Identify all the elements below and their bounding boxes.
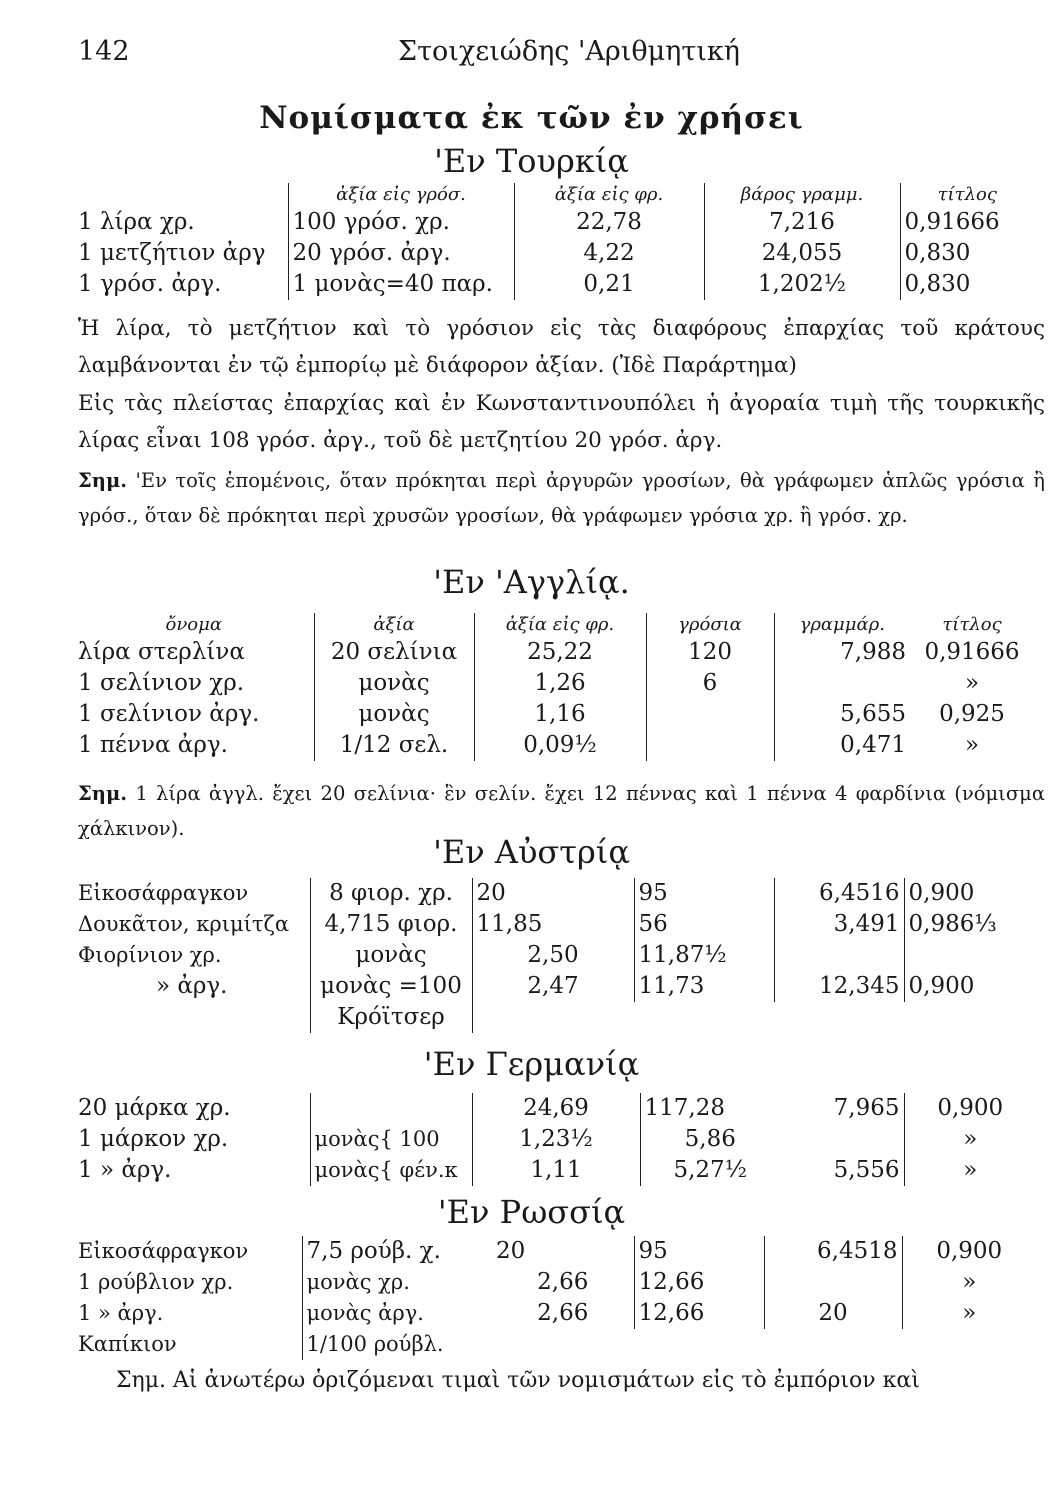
table-cell: » ἀργ. xyxy=(156,973,228,999)
table-cell: 11,85 xyxy=(472,909,634,940)
table-cell: 117,28 xyxy=(640,1093,780,1124)
table-cell xyxy=(764,1267,902,1298)
table-cell: 0,830 xyxy=(900,269,1034,300)
table-cell: 0,986⅓ xyxy=(904,909,1036,940)
table-cell: 1 σελίνιον ἀργ. xyxy=(78,701,260,727)
table-cell xyxy=(472,1002,634,1033)
table-cell: 25,22 xyxy=(474,637,646,668)
table-cell: 24,055 xyxy=(704,238,900,269)
turkey-table xyxy=(74,183,1034,300)
page-header xyxy=(78,36,1023,72)
table-cell: 11,87½ xyxy=(634,940,774,971)
table-cell: Δουκᾶτον, κριμίτζα xyxy=(78,912,290,936)
table-cell: 100 γρόσ. χρ. xyxy=(288,207,514,238)
table-cell: 2,47 xyxy=(472,971,634,1002)
table-cell xyxy=(774,668,910,699)
table-cell: μονὰς χρ. xyxy=(302,1267,492,1298)
table-cell: 7,5 ρούβ. χ. xyxy=(302,1236,492,1267)
germany-table xyxy=(74,1093,1036,1186)
table-row xyxy=(74,1329,1036,1360)
table-cell xyxy=(646,699,774,730)
table-row xyxy=(74,878,1036,909)
table-cell: 0,900 xyxy=(902,1236,1036,1267)
table-cell: 6,4518 xyxy=(764,1236,902,1267)
table-cell xyxy=(774,1002,904,1033)
table-cell: 5,86 xyxy=(640,1124,780,1155)
table-row xyxy=(74,940,1036,971)
table-cell: Εἰκοσάφραγκον xyxy=(78,881,249,905)
footer-note: Σημ. Αἱ ἀνωτέρω ὁριζόμεναι τιμαὶ τῶν νομισμάτων εἰς τὸ ἐμπόριον καὶ xyxy=(116,1368,920,1393)
note xyxy=(78,463,1045,533)
table-cell: μονὰς xyxy=(314,668,474,699)
column-header: τίτλος xyxy=(942,614,1002,635)
table-cell: 1 μάρκον χρ. xyxy=(78,1126,229,1152)
table-cell: » xyxy=(964,732,980,758)
table-cell: μονὰς{ φέν.κ xyxy=(310,1155,472,1186)
table-cell: 12,345 xyxy=(774,971,904,1002)
table-cell: 0,900 xyxy=(904,1093,1036,1124)
table-cell: 5,655 xyxy=(774,699,910,730)
table-row xyxy=(74,668,1034,699)
table-cell xyxy=(634,1002,774,1033)
table-cell: 0,471 xyxy=(774,730,910,761)
table-cell: » xyxy=(904,1155,1036,1186)
table-cell: 1 πέννα ἀργ. xyxy=(78,732,228,758)
table-cell: μονὰς xyxy=(314,699,474,730)
table-cell: Κρόϊτσερ xyxy=(310,1002,472,1033)
table-cell: Φιορίνιον χρ. xyxy=(78,943,222,967)
table-cell: λίρα στερλίνα xyxy=(78,639,245,665)
section-heading-russia: 'Εν Ρωσσίᾳ xyxy=(437,1193,626,1231)
table-row xyxy=(74,1002,1036,1033)
table-row xyxy=(74,1298,1036,1329)
table-cell: 1 σελίνιον χρ. xyxy=(78,670,245,696)
table-cell: 95 xyxy=(634,1236,764,1267)
table-cell: » xyxy=(902,1267,1036,1298)
table-cell: 120 xyxy=(646,637,774,668)
page-title: Νομίσματα ἐκ τῶν ἐν χρήσει xyxy=(259,100,804,136)
table-cell xyxy=(904,940,1036,971)
paragraph: Ἡ λίρα, τὸ μετζήτιον καὶ τὸ γρόσιον εἰς τὰς διαφόρους ἐπαρχίας τοῦ κράτους λαμβάνονται ἐν τῷ ἐμπορίῳ μὲ διάφορον ἀξίαν. (Ἰδὲ Παράρτημα) xyxy=(78,316,1045,378)
table-cell xyxy=(310,1093,472,1124)
table-cell: 5,27½ xyxy=(640,1155,780,1186)
section-heading-england: 'Εν 'Αγγλίᾳ. xyxy=(433,563,630,601)
table-row xyxy=(74,207,1034,238)
table-cell: 0,91666 xyxy=(924,639,1020,665)
table-cell: 2,66 xyxy=(537,1300,589,1326)
table-cell: 4,715 φιορ. xyxy=(310,909,472,940)
column-header: ἀξία xyxy=(314,613,474,637)
column-header: γραμμάρ. xyxy=(774,613,910,637)
table-cell: 2,66 xyxy=(537,1269,589,1295)
table-cell: μονὰς ἀργ. xyxy=(302,1298,492,1329)
table-cell: Εἰκοσάφραγκον xyxy=(78,1239,249,1263)
column-header: τίτλος xyxy=(900,183,1034,207)
note-label: Σημ. xyxy=(78,469,128,492)
column-header: ἀξία εἰς φρ. xyxy=(474,613,646,637)
russia-table xyxy=(74,1236,1036,1360)
table-cell: 4,22 xyxy=(514,238,704,269)
table-cell: 56 xyxy=(634,909,774,940)
column-header: ἀξία εἰς γρόσ. xyxy=(288,183,514,207)
table-cell: 12,66 xyxy=(634,1267,764,1298)
table-cell: 0,21 xyxy=(514,269,704,300)
table-row xyxy=(74,238,1034,269)
table-cell: 24,69 xyxy=(472,1093,640,1124)
table-cell: 20 μάρκα χρ. xyxy=(78,1095,231,1121)
table-cell: 7,988 xyxy=(774,637,910,668)
table-cell: 1,23½ xyxy=(472,1124,640,1155)
table-cell: 6 xyxy=(646,668,774,699)
column-header xyxy=(74,183,288,207)
table-cell: 20 xyxy=(764,1298,902,1329)
table-cell: 1,26 xyxy=(474,668,646,699)
table-cell: Καπίκιον xyxy=(78,1332,177,1356)
table-cell: 3,491 xyxy=(774,909,904,940)
table-cell: 11,73 xyxy=(634,971,774,1002)
table-row xyxy=(74,699,1034,730)
austria-table xyxy=(74,878,1036,1033)
table-cell xyxy=(492,1329,634,1360)
table-header-row xyxy=(74,613,1034,637)
table-cell: 1 μετζήτιον ἀργ xyxy=(78,240,266,266)
table-cell: » xyxy=(964,670,980,696)
column-header: ὄνομα xyxy=(165,614,222,635)
table-cell: μονὰς =100 xyxy=(310,971,472,1002)
running-title: Στοιχειώδης 'Αριθμητική xyxy=(398,36,740,67)
table-cell: μονὰς{ 100 xyxy=(310,1124,472,1155)
table-cell: 7,965 xyxy=(833,1095,900,1121)
table-cell xyxy=(646,730,774,761)
table-cell xyxy=(774,940,904,971)
table-cell: 20 xyxy=(496,1238,526,1264)
section-heading-austria: 'Εν Αὐστρίᾳ xyxy=(433,833,630,871)
table-cell: 22,78 xyxy=(514,207,704,238)
table-cell: 6,4516 xyxy=(774,878,904,909)
note-text: 'Εν τοῖς ἑπομένοις, ὅταν πρόκηται περὶ ἀργυρῶν γροσίων, θὰ γράφωμεν ἁπλῶς γρόσια ἢ γρόσ., ὅταν δὲ πρόκηται περὶ χρυσῶν γροσίων, θὰ γράφωμεν γρόσια χρ. ἢ γρόσ. χρ. xyxy=(78,469,1045,527)
england-table xyxy=(74,613,1034,761)
table-cell: 95 xyxy=(634,878,774,909)
table-cell xyxy=(904,1002,1036,1033)
table-cell xyxy=(634,1329,764,1360)
table-cell: » xyxy=(904,1124,1036,1155)
table-cell: 8 φιορ. χρ. xyxy=(310,878,472,909)
note-label: Σημ. xyxy=(78,782,128,805)
table-row xyxy=(74,971,1036,1002)
table-cell: 1 γρόσ. ἀργ. xyxy=(78,271,222,297)
table-row xyxy=(74,730,1034,761)
table-cell: 1 ρούβλιον χρ. xyxy=(78,1270,234,1294)
table-cell: 1 λίρα χρ. xyxy=(78,209,195,235)
table-cell xyxy=(902,1329,1036,1360)
table-cell: 0,09½ xyxy=(474,730,646,761)
table-cell: 1,16 xyxy=(474,699,646,730)
table-cell xyxy=(764,1329,902,1360)
table-row xyxy=(74,1124,1036,1155)
table-cell: 0,900 xyxy=(904,878,1036,909)
table-row xyxy=(74,637,1034,668)
table-header-row xyxy=(74,183,1034,207)
table-cell: 0,900 xyxy=(904,971,1036,1002)
table-row xyxy=(74,1236,1036,1267)
column-header: βάρος γραμμ. xyxy=(704,183,900,207)
table-cell xyxy=(74,1002,310,1033)
table-cell: 1/100 ρούβλ. xyxy=(302,1329,492,1360)
table-row xyxy=(74,909,1036,940)
table-row xyxy=(74,269,1034,300)
table-cell: 20 σελίνια xyxy=(314,637,474,668)
table-cell: 1 » ἀργ. xyxy=(78,1301,164,1325)
table-cell: 12,66 xyxy=(634,1298,764,1329)
table-row xyxy=(74,1155,1036,1186)
page-number: 142 xyxy=(78,36,130,67)
section-heading-turkey: 'Εν Τουρκίᾳ xyxy=(434,142,629,180)
table-row xyxy=(74,1093,1036,1124)
table-cell: » xyxy=(902,1298,1036,1329)
table-cell: 1 » ἀργ. xyxy=(78,1157,172,1183)
table-cell: μονὰς xyxy=(310,940,472,971)
column-header: γρόσια xyxy=(646,613,774,637)
table-cell: 20 γρόσ. ἀργ. xyxy=(288,238,514,269)
table-cell: 1,202½ xyxy=(704,269,900,300)
table-cell xyxy=(780,1124,904,1155)
table-cell: 0,91666 xyxy=(900,207,1034,238)
table-cell: 2,50 xyxy=(472,940,634,971)
table-cell: 20 xyxy=(472,878,634,909)
section-heading-germany: 'Εν Γερμανίᾳ xyxy=(423,1045,640,1083)
table-cell: 1 μονὰς=40 παρ. xyxy=(288,269,514,300)
note-text: 1 λίρα ἀγγλ. ἔχει 20 σελίνια· ἓν σελίν. ἔχει 12 πέννας καὶ 1 πέννα 4 φαρδίνια (νόμισμα χάλκινον). xyxy=(78,782,1045,840)
table-cell: 1,11 xyxy=(472,1155,640,1186)
table-cell: 0,925 xyxy=(939,701,1005,727)
column-header: ἀξία εἰς φρ. xyxy=(514,183,704,207)
table-cell: 0,830 xyxy=(900,238,1034,269)
table-cell: 1/12 σελ. xyxy=(314,730,474,761)
table-cell: 5,556 xyxy=(833,1157,900,1183)
table-row xyxy=(74,1267,1036,1298)
table-cell: 7,216 xyxy=(704,207,900,238)
paragraph: Εἰς τὰς πλείστας ἐπαρχίας καὶ ἐν Κωνσταντινουπόλει ἡ ἀγοραία τιμὴ τῆς τουρκικῆς λίρας εἶναι 108 γρόσ. ἀργ., τοῦ δὲ μετζητίου 20 γρόσ. ἀργ. xyxy=(78,391,1045,453)
